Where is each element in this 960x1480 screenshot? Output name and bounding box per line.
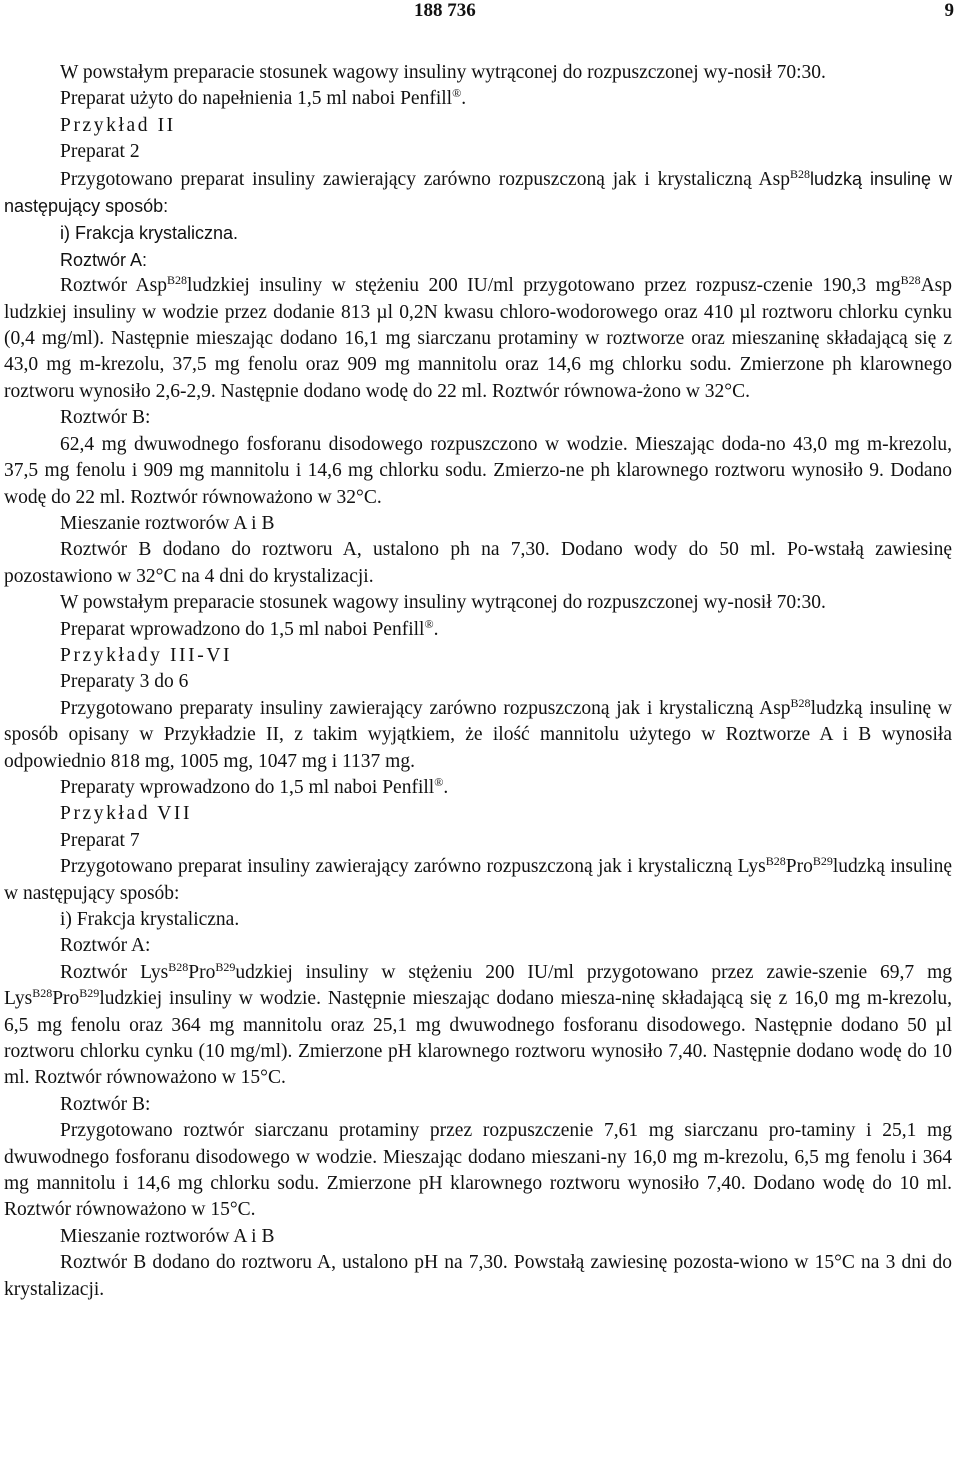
paragraph: Przygotowano roztwór siarczanu protaminy przez rozpuszczenie 7,61 mg siarczanu pro-taminy i 25,1 mg dwuwodnego fosforanu disodowego w wodzie. Mieszając dodano mieszani-ny 16,0 mg m-krezolu, 6,5 mg fenolu i 364 mg mannitolu i 14,6 mg chlorku sodu. Zmierzone pH klarownego roztworu wynosiło 7,40. Dodano wodę do 10 ml. Roztwór równoważono w 15°C. [4, 1120, 952, 1221]
paragraph: Roztwór B dodano do roztworu A, ustalono pH na 7,30. Powstałą zawiesinę pozosta-wiono w 15°C na 3 dni do krystalizacji. [4, 1252, 952, 1300]
subheading: Mieszanie roztworów A i B [60, 1225, 275, 1247]
subheading: Roztwór B: [60, 1093, 151, 1115]
subheading: Roztwór B: [60, 407, 151, 429]
section-heading: Przykład II [60, 114, 176, 136]
page-number: 9 [944, 0, 954, 21]
list-item: i) Frakcja krystaliczna. [60, 909, 240, 930]
paragraph: Roztwór Asp$^{B28}$ludzkiej insuliny w stężeniu 200 IU/ml przygotowano przez rozpusz-czenie 190,3 $mg^{B28}Asp$ ludzkiej insuliny w wodzie przez dodanie 813 µl 0,2N kwasu chloro-wodorowego oraz 410 µl roztworu chlorku cynku (0,4 mg/ml). Następnie mieszając dodano 16,1 mg siarczanu protaminy w roztworze oraz mieszaninę składającą się z 43,0 mg m-krezolu, 37,5 mg fenolu oraz 909 mg mannitolu oraz 14,6 mg chlorku sodu. Zmierzone ph klarownego roztworu wynosiło 2,6-2,9. Następnie dodano wodę do 22 ml. Roztwór równowa-żono w 32°C. [4, 273, 953, 402]
paragraph: W powstałym preparacie stosunek wagowy insuliny wytrąconej do rozpuszczonej wy-nosił 70:30. [60, 592, 826, 614]
subheading: Mieszanie roztworów A i B [60, 512, 275, 534]
subheading: Preparat 7 [60, 829, 140, 851]
paragraph: Preparat użyto do napełnienia 1,5 ml naboi Penfill®. [60, 86, 467, 110]
paragraph: Przygotowano preparat insuliny zawierający zarówno rozpuszczoną jak i krystaliczną Lys$^{B28}$Pro$^{B29}$ludzką insulinę w następujący sposób: [4, 854, 952, 904]
paragraph: Preparaty wprowadzono do 1,5 ml naboi Penfill®. [60, 774, 449, 798]
list-item: i) Frakcja krystaliczna. [60, 223, 239, 244]
paragraph: Preparat wprowadzono do 1,5 ml naboi Penfill®. [60, 616, 439, 640]
subheading: Preparaty 3 do 6 [60, 671, 189, 693]
section-heading: Przykłady III-VI [60, 644, 233, 666]
page-header [0, 0, 960, 30]
section-heading: Przykład VII [60, 803, 193, 825]
subheading: Roztwór A: [60, 249, 148, 270]
paragraph: Przygotowano preparaty insuliny zawierający zarówno rozpuszczoną jak i krystaliczną Asp$^{B28}$ludzką insulinę w sposób opisany w Przykładzie II, z takim wyjątkiem, że ilość mannitolu użytego w Roztworze A i B wynosiła odpowiednio 818 mg, 1005 mg, 1047 mg i 1137 mg. [4, 695, 952, 772]
paragraph: Roztwór B dodano do roztworu A, ustalono ph na 7,30. Dodano wody do 50 ml. Po-wstałą zawiesinę pozostawiono w 32°C na 4 dni do krystalizacji. [4, 539, 952, 587]
paragraph: Roztwór Lys$^{B28}$Pro$^{B29}$udzkiej insuliny w stężeniu 200 IU/ml przygotowano przez zawie-szenie 69,7 mg Lys$^{B28}$Pro$^{B29}$ludzkiej insuliny w wodzie. Następnie mieszając dodano miesza-ninę składającą się z 16,0 mg m-krezolu, 6,5 mg fenolu oraz 364 mg mannitolu oraz 25,1 mg dwuwodnego fosforanu disodowego. Następnie dodano 50 µl roztworu chlorku cynku (10 mg/ml). Zmierzone pH klarownego roztworu wynosiło 7,40. Następnie dodano wodę do 10 ml. Roztwór równoważono w 15°C. [4, 959, 952, 1089]
patent-number: 188 736 [414, 0, 476, 21]
document-body [4, 60, 952, 1303]
paragraph: Przygotowano preparat insuliny zawierający zarówno rozpuszczoną jak i krystaliczną Asp$^{B28}$ludzką insulinę w następujący sposób: [4, 166, 952, 217]
paragraph: 62,4 mg dwuwodnego fosforanu disodowego rozpuszczono w wodzie. Mieszając doda-no 43,0 mg m-krezolu, 37,5 mg fenolu i 909 mg mannitolu i 14,6 mg chlorku sodu. Zmierzo-ne ph klarownego roztworu wynosiło 9. Dodano wodę do 22 ml. Roztwór równoważono w 32°C. [4, 433, 952, 508]
paragraph: W powstałym preparacie stosunek wagowy insuliny wytrąconej do rozpuszczonej wy-nosił 70:30. [60, 62, 826, 83]
subheading: Roztwór A: [60, 935, 151, 957]
subheading: Preparat 2 [60, 141, 140, 163]
